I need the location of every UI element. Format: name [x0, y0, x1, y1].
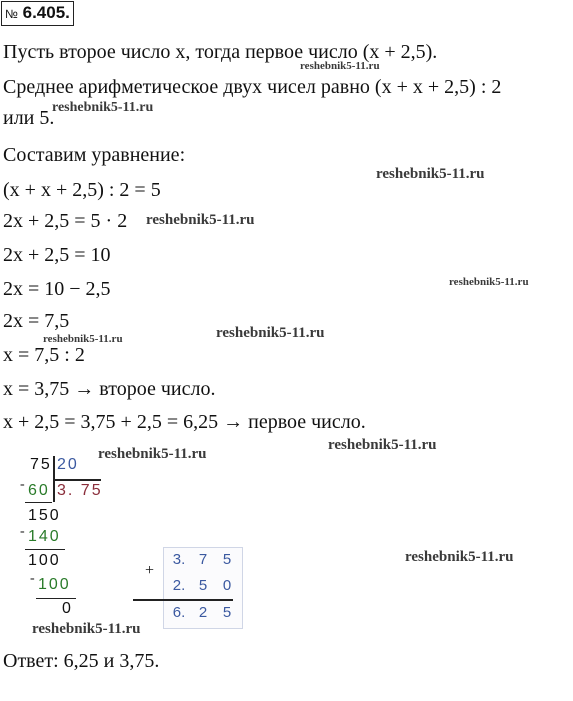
underline-2 — [25, 549, 65, 550]
subtract-1: 60 — [28, 482, 50, 499]
quotient: 3. 75 — [57, 482, 103, 499]
watermark: reshebnik5-11.ru — [216, 325, 325, 341]
sum-line — [133, 599, 233, 601]
watermark: reshebnik5-11.ru — [146, 212, 255, 228]
line-6: 2x + 2,5 = 5 · 2 — [3, 210, 128, 232]
watermark: reshebnik5-11.ru — [43, 333, 123, 345]
remainder-2: 100 — [28, 552, 61, 569]
line-10: x = 7,5 : 2 — [3, 344, 85, 366]
subtract-2: 140 — [28, 528, 61, 545]
line-12: x + 2,5 = 3,75 + 2,5 = 6,25 → первое число. — [3, 411, 366, 433]
divisor: 20 — [57, 456, 79, 473]
plus-sign: + — [145, 562, 155, 579]
minus-sign: - — [20, 477, 25, 492]
remainder-1: 150 — [28, 507, 61, 524]
digit: 0 — [222, 577, 232, 594]
watermark: reshebnik5-11.ru — [376, 166, 485, 182]
watermark: reshebnik5-11.ru — [98, 446, 207, 462]
digit: 2 — [198, 604, 208, 621]
digit: 7 — [198, 551, 208, 568]
answer: Ответ: 6,25 и 3,75. — [3, 650, 160, 672]
line-3: или 5. — [3, 107, 55, 129]
task-number — [1, 1, 74, 26]
digit: 5 — [222, 551, 232, 568]
watermark: reshebnik5-11.ru — [52, 100, 154, 115]
digit: 5 — [222, 604, 232, 621]
watermark: reshebnik5-11.ru — [32, 621, 141, 637]
digit: 2. — [172, 577, 186, 594]
line-4: Составим уравнение: — [3, 144, 186, 166]
digit: 3. — [172, 551, 186, 568]
line-1: Пусть второе число x, тогда первое число (x + 2,5). — [3, 41, 438, 63]
digit: 5 — [198, 577, 208, 594]
watermark: reshebnik5-11.ru — [405, 549, 514, 565]
digit: 6. — [172, 604, 186, 621]
task-number-value: 6.405. — [22, 3, 70, 22]
dividend: 75 — [30, 456, 52, 473]
line-11: x = 3,75 → второе число. — [3, 378, 216, 400]
line-9: 2x = 7,5 — [3, 310, 70, 332]
number-sign: № — [5, 7, 18, 21]
underline-1 — [25, 502, 52, 503]
subtract-3: 100 — [38, 576, 71, 593]
line-2: Среднее арифметическое двух чисел равно (x + x + 2,5) : 2 — [3, 76, 502, 98]
line-7: 2x + 2,5 = 10 — [3, 244, 111, 266]
watermark: reshebnik5-11.ru — [300, 60, 380, 72]
final-remainder: 0 — [62, 600, 73, 617]
watermark: reshebnik5-11.ru — [328, 437, 437, 453]
watermark: reshebnik5-11.ru — [449, 276, 529, 288]
division-horizontal-line — [53, 479, 101, 481]
line-8: 2x = 10 − 2,5 — [3, 278, 111, 300]
minus-sign: - — [20, 524, 25, 539]
minus-sign: - — [30, 571, 35, 586]
underline-3 — [36, 598, 76, 599]
line-5: (x + x + 2,5) : 2 = 5 — [3, 179, 161, 201]
